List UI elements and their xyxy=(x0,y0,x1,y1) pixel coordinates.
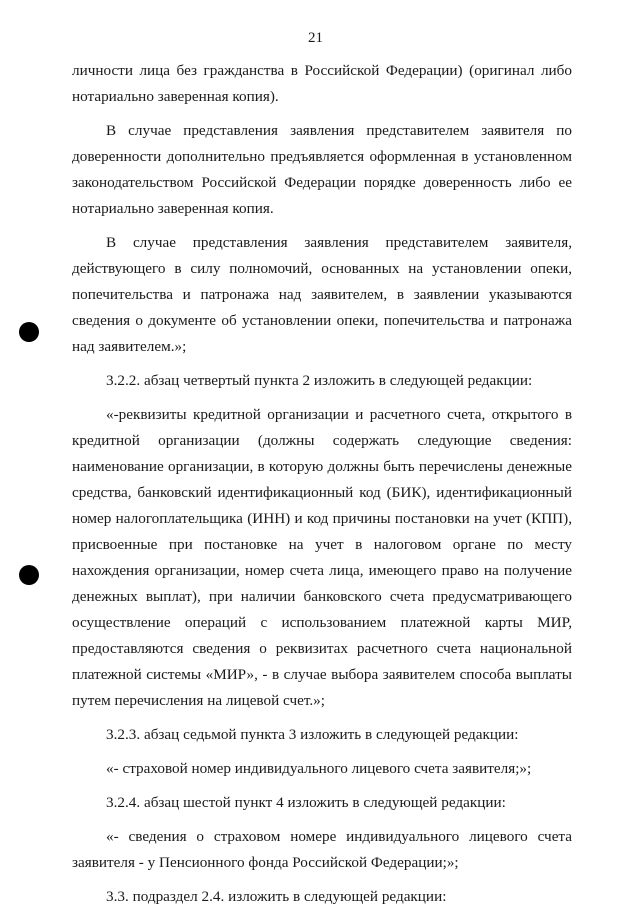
paragraph: «- страховой номер индивидуального лицевого счета заявителя;»; xyxy=(106,760,532,777)
punch-hole-mark xyxy=(19,565,39,585)
paragraph: В случае представления заявления представителем заявителя по доверенности дополнительно предъявляется оформленная в установленном законодательством Российской Федерации порядке доверенность либо ее нотариально заверенная копия. xyxy=(72,122,572,217)
paragraph: В случае представления заявления представителем заявителя, действующего в силу полномочий, основанных на установлении опеки, попечительства и патронажа над заявителем, в заявлении указываются сведения о документе об установлении опеки, попечительства и патронажа над заявителем.»; xyxy=(72,234,572,355)
paragraph: «- сведения о страховом номере индивидуального лицевого счета заявителя - у Пенсионного фонда Российской Федерации;»; xyxy=(72,828,572,871)
paragraph: «-реквизиты кредитной организации и расчетного счета, открытого в кредитной организации (должны содержать следующие сведения: наименование организации, в которую должны быть перечислены денежные средства, банковский идентификационный код (БИК), идентификационный номер налогоплательщика (ИНН) и код причины постановки на учет (КПП), присвоенные при постановке на учет в налоговом органе по месту нахождения организации, номер счета лица, имеющего право на получение денежных выплат), при наличии банковского счета предусматривающего осуществление операций с использованием платежной карты МИР, предоставляются сведения о реквизитах расчетного счета национальной платежной системы «МИР», - в случае выбора заявителем способа выплаты путем перечисления на лицевой счет.»; xyxy=(72,406,572,709)
paragraph: личности лица без гражданства в Российской Федерации) (оригинал либо нотариально заверенная копия). xyxy=(72,62,572,105)
document-body xyxy=(72,58,572,918)
paragraph: 3.2.4. абзац шестой пункт 4 изложить в следующей редакции: xyxy=(106,794,506,811)
paragraph: 3.3. подраздел 2.4. изложить в следующей редакции: xyxy=(106,888,447,905)
paragraph: 3.2.3. абзац седьмой пункта 3 изложить в следующей редакции: xyxy=(106,726,519,743)
paragraph: 3.2.2. абзац четвертый пункта 2 изложить в следующей редакции: xyxy=(106,372,533,389)
page-number: 21 xyxy=(308,30,323,46)
punch-hole-mark xyxy=(19,322,39,342)
